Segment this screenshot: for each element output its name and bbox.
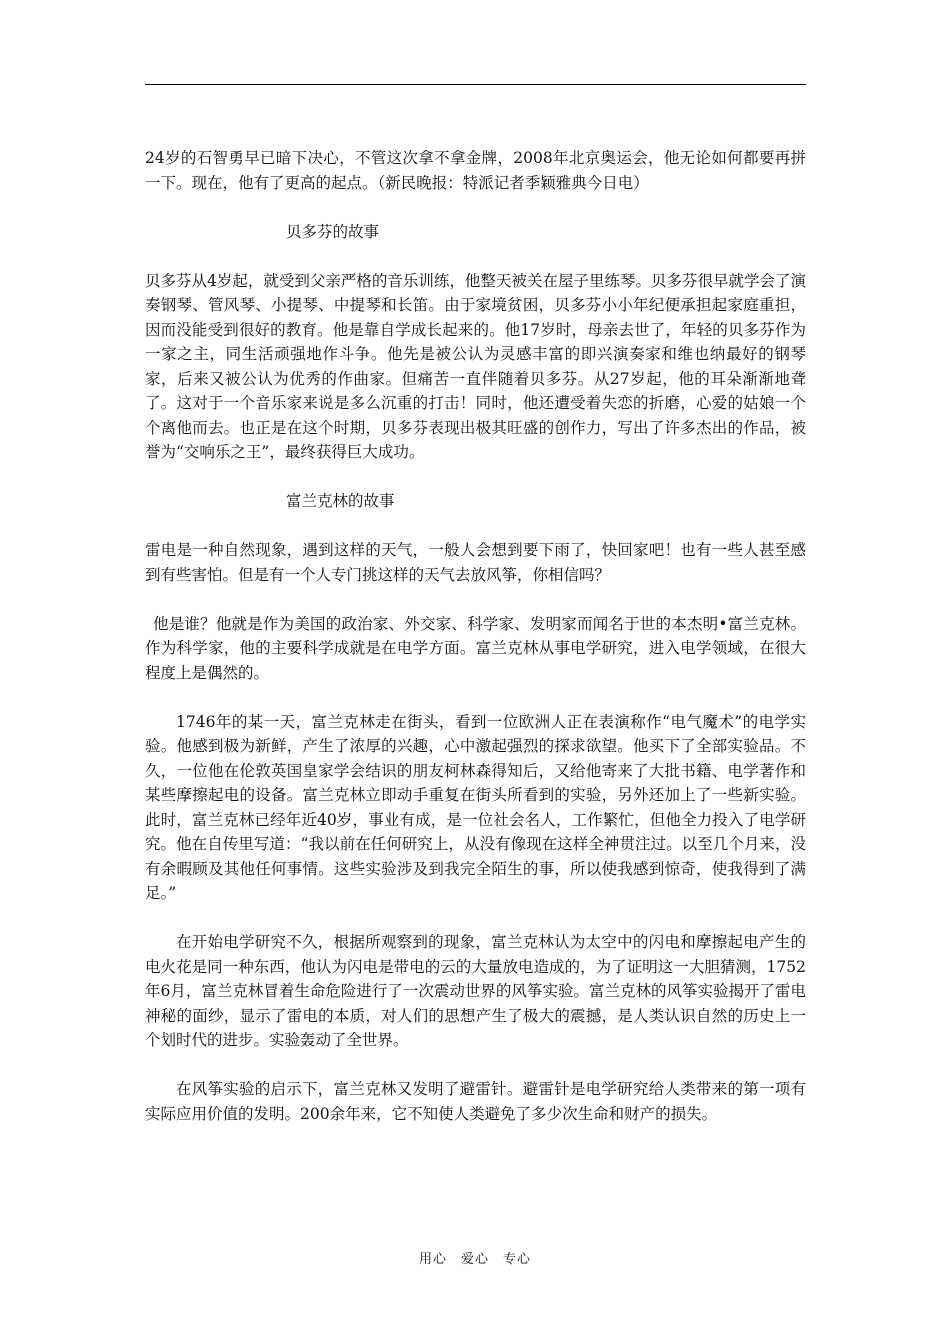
document-body (145, 146, 806, 1126)
header-rule (145, 84, 806, 85)
paragraph-franklin-lightning-rod: 在风筝实验的启示下，富兰克林又发明了避雷针。避雷针是电学研究给人类带来的第一项有实际应用价值的发明。200余年来，它不知使人类避免了多少次生命和财产的损失。 (145, 1080, 806, 1123)
paragraph-franklin-kite-experiment: 在开始电学研究不久，根据所观察到的现象，富兰克林认为太空中的闪电和摩擦起电产生的电火花是同一种东西，他认为闪电是带电的云的大量放电造成的，为了证明这一大胆猜测，1752年6月，富兰克林冒着生命危险进行了一次震动世界的风筝实验。富兰克林的风筝实验揭开了雷电神秘的面纱，显示了雷电的本质，对人们的思想产生了极大的震撼，是人类认识自然的历史上一个划时代的进步。实验轰动了全世界。 (145, 933, 806, 1049)
paragraph-beethoven-story: 贝多芬从4岁起，就受到父亲严格的音乐训练，他整天被关在屋子里练琴。贝多芬很早就学会了演奏钢琴、管风琴、小提琴、中提琴和长笛。由于家境贫困，贝多芬小小年纪便承担起家庭重担，因而没能受到很好的教育。他是靠自学成长起来的。他17岁时，母亲去世了，年轻的贝多芬作为一家之主，同生活顽强地作斗争。他先是被公认为灵感丰富的即兴演奏家和维也纳最好的钢琴家，后来又被公认为优秀的作曲家。但痛苦一直伴随着贝多芬。从27岁起，他的耳朵渐渐地聋了。这对于一个音乐家来说是多么沉重的打击！同时，他还遭受着失恋的折磨，心爱的姑娘一个个离他而去。也正是在这个时期，贝多芬表现出极其旺盛的创作力，写出了许多杰出的作品，被誉为“交响乐之王”，最终获得巨大成功。 (145, 271, 806, 461)
paragraph-franklin-1746: 1746年的某一天，富兰克林走在街头，看到一位欧洲人正在表演称作“电气魔术”的电学实验。他感到极为新鲜，产生了浓厚的兴趣，心中激起强烈的探求欲望。他买下了全部实验品。不久，一位他在伦敦英国皇家学会结识的朋友柯林森得知后，又给他寄来了大批书籍、电学著作和某些摩擦起电的设备。富兰克林立即动手重复在街头所看到的实验，另外还加上了一些新实验。此时，富兰克林已经年近40岁，事业有成，是一位社会名人，工作繁忙，但他全力投入了电学研究。他在自传里写道：“我以前在任何研究上，从没有像现在这样全神贯注过。以至几个月来，没有余暇顾及其他任何事情。这些实验涉及到我完全陌生的事，所以使我感到惊奇，使我得到了满足。” (145, 712, 806, 902)
paragraph-franklin-who: 他是谁？他就是作为美国的政治家、外交家、科学家、发明家而闻名于世的本杰明•富兰克林。作为科学家，他的主要科学成就是在电学方面。富兰克林从事电学研究，进入电学领域，在很大程度上是偶然的。 (145, 614, 806, 682)
section-heading-franklin: 富兰克林的故事 (286, 492, 395, 510)
paragraph-shi-zhiyong: 24岁的石智勇早已暗下决心，不管这次拿不拿金牌，2008年北京奥运会，他无论如何都要再拼一下。现在，他有了更高的起点。（新民晚报：特派记者季颖雅典今日电） (145, 149, 806, 192)
paragraph-franklin-intro: 雷电是一种自然现象，遇到这样的天气，一般人会想到要下雨了，快回家吧！也有一些人甚至感到有些害怕。但是有一个人专门挑这样的天气去放风筝，你相信吗？ (145, 541, 806, 584)
section-heading-beethoven: 贝多芬的故事 (286, 222, 380, 241)
page-footer: 用心 爱心 专心 (418, 1252, 531, 1267)
